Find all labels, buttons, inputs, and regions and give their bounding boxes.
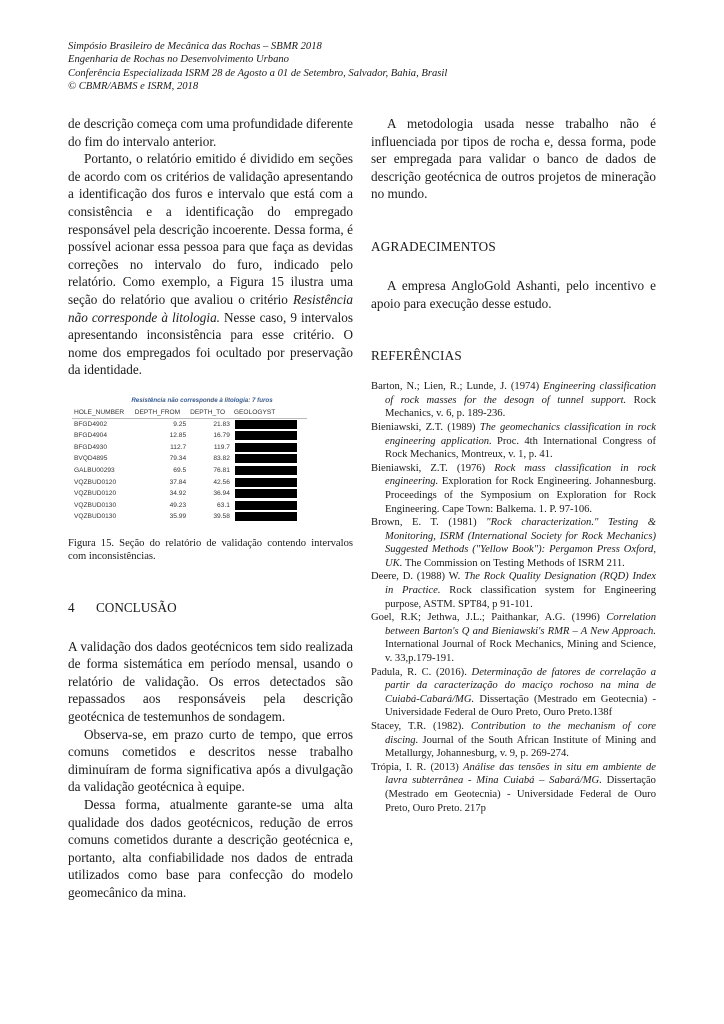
redacted-name — [235, 489, 297, 498]
header-line-1: Simpósio Brasileiro de Mecânica das Rochas – SBMR 2018 — [68, 41, 322, 52]
table-row: VQZBUD0120 37.84 42.56 — [72, 476, 307, 488]
col-geologyst: GEOLOGYST — [232, 409, 307, 419]
table-header-row — [72, 409, 307, 419]
reference-item: Padula, R. C. (2016). Determinação de fatores de correlação a partir da caracterização do maciço rochoso na mina de Cuiabá-Cabará/MG. Dissertação (Mestrado em Geotecnia) - Universidade Federal de Ouro Preto, Ouro Preto.138f — [371, 666, 656, 719]
table-row: VQZBUD0120 34.92 36.94 — [72, 488, 307, 500]
reference-item: Trópia, I. R. (2013) Análise das tensões in situ em ambiente de lavra subterrânea - Mina Cuiabá – Sabará/MG. Dissertação (Mestrado em Geotecnia) - Universidade Federal de Ouro Preto, Ouro Preto. 217p — [371, 761, 656, 814]
redacted-name — [235, 501, 297, 510]
table-row: VQZBUD0130 49.23 63.1 — [72, 500, 307, 512]
reference-item: Bieniawski, Z.T. (1989) The geomechanics classification in rock engineering application. Proc. 4th International Congress of Rock Mechanics, Montreux, v. 1, p. 41. — [371, 421, 656, 461]
figure-title: Resistência não corresponde à litologia: 7 furos — [131, 396, 273, 404]
table-row: BFGD4904 12.85 16.79 — [72, 430, 307, 442]
left-column — [68, 115, 353, 901]
reference-item: Deere, D. (1988) W. The Rock Quality Designation (RQD) Index in Practice. Rock classification system for Engineering purpose, ASTM. SPT84, p 91-101. — [371, 571, 656, 610]
reference-item: Barton, N.; Lien, R.; Lunde, J. (1974) Engineering classification of rock masses for the desogn of tunnel support. Rock Mechanics, v. 6, p. 189-236. — [371, 381, 657, 420]
references-list — [371, 380, 656, 815]
redacted-name — [235, 466, 297, 475]
redacted-name — [235, 443, 297, 452]
conclusion-paragraph-1: A validação dos dados geotécnicos tem sido realizada de forma sistemática em período mensal, usando o relatório de validação. Os erros detectados são repassados aos responsáveis pela descrição geotécnica de testemunhos de sondagem. — [68, 638, 353, 724]
redacted-name — [235, 478, 297, 487]
table-body — [72, 418, 307, 522]
col-depth-to: DEPTH_TO — [188, 409, 232, 419]
section-title: CONCLUSÃO — [96, 599, 177, 615]
redacted-name — [235, 454, 297, 463]
col-depth-from: DEPTH_FROM — [133, 409, 188, 419]
redacted-name — [235, 431, 297, 440]
reference-item: Bieniawski, Z.T. (1976) Rock mass classification in rock engineering. Exploration for Rock Engineering. Johannesburg. Proceedings of the Symposium on Exploration for Rock Engineering. Cape Town: Balkema. 1. P. 97-106. — [371, 462, 656, 515]
conclusion-paragraph-2: Observa-se, em prazo curto de tempo, que erros comuns cometidos e descritos nesse trabalho diminuíram de forma significativa após a divulgação da validação geotécnica à equipe. — [68, 726, 353, 795]
paragraph-continuation: de descrição começa com uma profundidade diferente do fim do intervalo anterior. — [68, 116, 353, 149]
figure-table — [72, 409, 307, 523]
header-line-4: © CBMR/ABMS e ISRM, 2018 — [68, 81, 199, 93]
conclusion-paragraph-3: Dessa forma, atualmente garante-se uma alta qualidade dos dados geotécnicos, redução de erros comuns cometidos durante a descrição geotécnica e, portanto, alta confiabilidade nos dados de entrada utilizados como base para confecção do modelo geomecânico da mina. — [68, 796, 353, 900]
section-number: 4 — [68, 599, 75, 615]
reference-item: Brown, E. T. (1981) "Rock characterization." Testing & Monitoring, ISRM (International Society for Rock Mechanics) Suggested Methods ("Yellow Book"): Pergamon Press Oxford, UK. The Commission on Testing Methods of ISRM 211. — [371, 517, 656, 569]
table-row: BVQD4895 79.34 83.82 — [72, 453, 307, 465]
reference-item: Goel, R.K; Jethwa, J.L.; Paithankar, A.G. (1996) Correlation between Barton's Q and Bieniawski's RMR – A New Approach. International Journal of Rock Mechanics, Mining and Science, v. 33,p.179-191. — [371, 612, 656, 665]
redacted-name — [235, 420, 297, 429]
right-column — [371, 115, 656, 815]
col-hole-number: HOLE_NUMBER — [72, 409, 133, 419]
table-row: GALBU00293 69.5 76.81 — [72, 465, 307, 477]
table-row: BFGD4930 112.7 119.7 — [72, 442, 307, 454]
paragraph-report: Portanto, o relatório emitido é dividido em seções de acordo com os critérios de validação apresentando a identificação dos furos e intervalo que está com a consistência e a identificação do empregado responsável pela descrição incoerente. Dessa forma, é possível acionar essa pessoa para que faça as devidas correções no intervalo do furo, indicado pelo relatório. Como exemplo, a Figura 15 ilustra uma seção do relatório que avaliou o critério Resistência não corresponde à litologia. Nesse caso, 9 intervalos apresentando inconsistência para esse critério. O nome dos empregados foi ocultado por preservação da identidade. — [68, 151, 353, 378]
header-line-3: Conferência Especializada ISRM 28 de Agosto a 01 de Setembro, Salvador, Bahia, Brasil — [68, 67, 448, 79]
figure-caption: Figura 15. Seção do relatório de validação contendo intervalos com inconsistências. — [68, 537, 353, 563]
acknowledgements-heading: AGRADECIMENTOS — [371, 238, 496, 254]
references-heading: REFERÊNCIAS — [371, 348, 462, 364]
methodology-paragraph: A metodologia usada nesse trabalho não é influenciada por tipos de rocha e, dessa forma, pode ser empregada para validar o banco de dados de descrição geotécnica de outros projetos de mineração no mundo. — [371, 116, 656, 202]
redacted-name — [235, 512, 297, 521]
figure-15 — [72, 397, 312, 523]
header-line-2: Engenharia de Rochas no Desenvolvimento Urbano — [68, 54, 289, 66]
acknowledgements-text: A empresa AngloGold Ashanti, pelo incentivo e apoio para execução desse estudo. — [371, 277, 656, 311]
section-heading — [68, 600, 353, 616]
criterion-name: Resistência não corresponde à litologia. — [68, 291, 353, 325]
table-row: VQZBUD0130 35.99 39.58 — [72, 511, 307, 523]
table-row: BFGD4902 9.25 21.83 — [72, 418, 307, 430]
reference-item: Stacey, T.R. (1982). Contribution to the mechanism of core discing. Journal of the South African Institute of Mining and Metallurgy, Johannesburg, v. 9, p. 269-274. — [371, 721, 657, 760]
conference-header — [68, 40, 668, 94]
